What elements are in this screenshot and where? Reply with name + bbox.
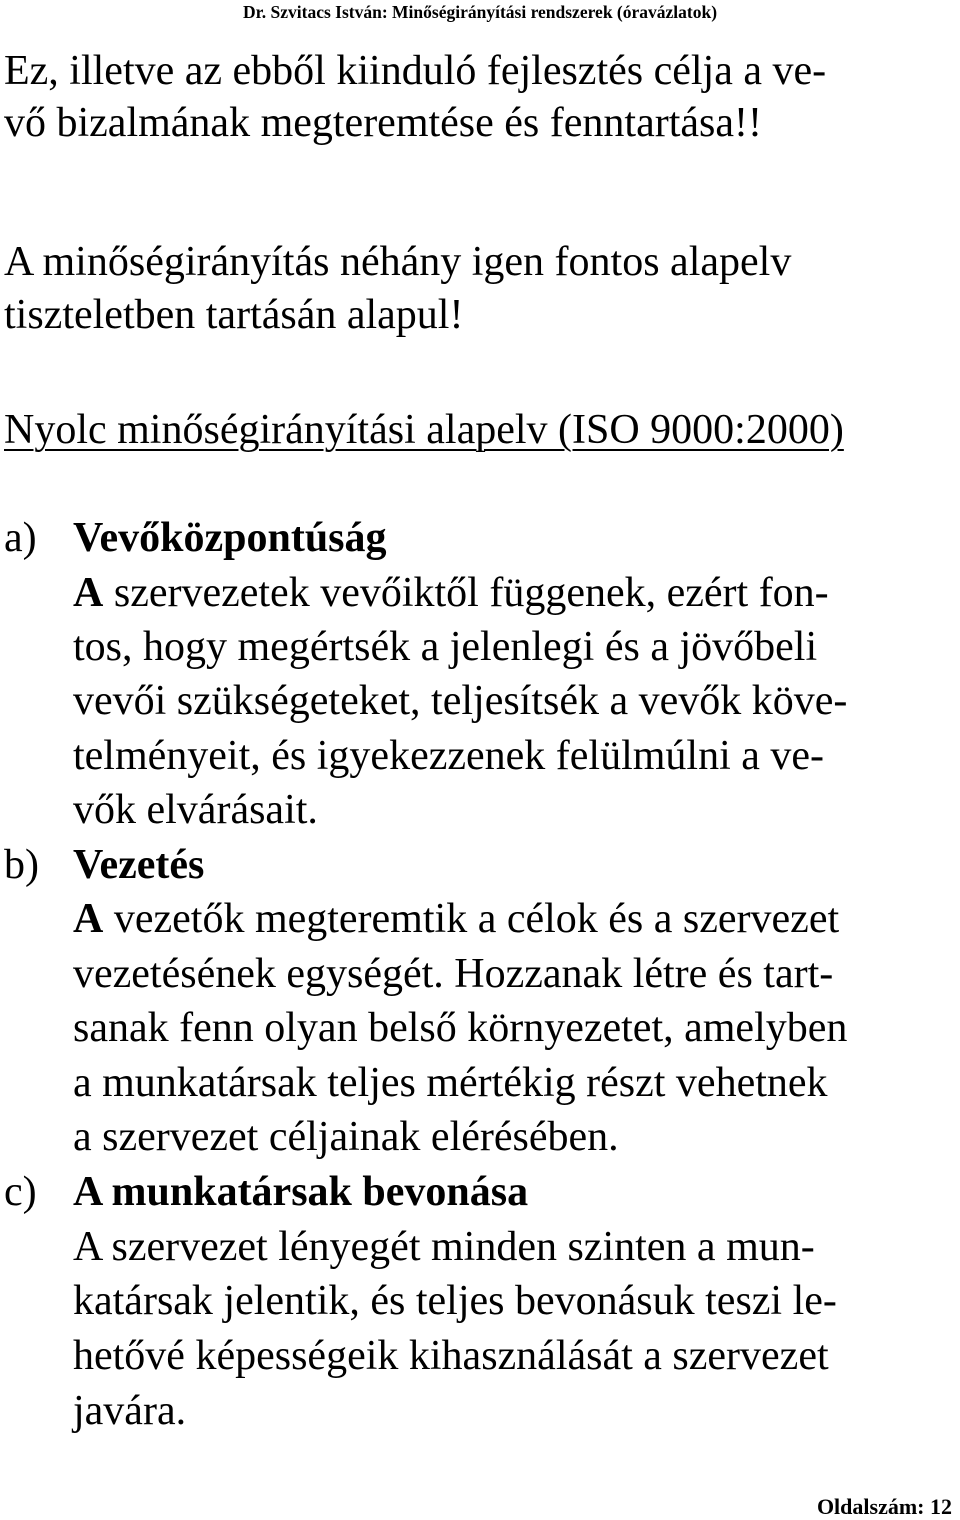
- principle-a-line3: vevői szükségeteket, teljesítsék a vevők köve-: [73, 678, 848, 724]
- principle-c-marker: c): [4, 1169, 37, 1215]
- principle-c-line2: katársak jelentik, és teljes bevonásuk teszi le-: [73, 1278, 837, 1324]
- principle-b-line4: a munkatársak teljes mértékig részt vehetnek: [73, 1060, 828, 1106]
- principle-a-line4: telményeit, és igyekezzenek felülmúlni a ve-: [73, 733, 825, 779]
- principle-c-line3: hetővé képességeik kihasználását a szervezet: [73, 1333, 829, 1379]
- principle-b-marker: b): [4, 842, 39, 888]
- page-number: Oldalszám: 12: [816, 1494, 952, 1519]
- principle-b-line5: a szervezet céljainak elérésében.: [73, 1114, 619, 1160]
- principle-a-lead: A: [73, 570, 104, 616]
- intro-para1-line2: vő bizalmának megteremtése és fenntartása!!: [4, 100, 762, 146]
- principle-a-line5: vők elvárásait.: [73, 787, 318, 833]
- section-heading: Nyolc minőségirányítási alapelv (ISO 9000:2000): [4, 407, 844, 453]
- principle-b-title: Vezetés: [73, 842, 205, 888]
- intro-para1-line1: Ez, illetve az ebből kiinduló fejlesztés célja a ve-: [4, 48, 827, 94]
- principle-a-title: Vevőközpontúság: [73, 515, 387, 561]
- principle-a-line2: tos, hogy megértsék a jelenlegi és a jövőbeli: [73, 624, 818, 670]
- principle-c-title: A munkatársak bevonása: [73, 1169, 529, 1215]
- principle-a-marker: a): [4, 515, 37, 561]
- principle-c-line1: A szervezet lényegét minden szinten a mun-: [73, 1224, 815, 1270]
- principle-b-line1: A vezetők megteremtik a célok és a szervezet: [73, 896, 840, 942]
- principle-a-line1: A szervezetek vevőiktől függenek, ezért fon-: [73, 570, 829, 616]
- intro-para2-line1: A minőségirányítás néhány igen fontos alapelv: [4, 239, 792, 285]
- intro-para2-line2: tiszteletben tartásán alapul!: [4, 292, 464, 338]
- principle-b-lead: A: [73, 896, 104, 942]
- principle-b-line2: vezetésének egységét. Hozzanak létre és tart-: [73, 951, 834, 997]
- principle-b-line3: sanak fenn olyan belső környezetet, amelyben: [73, 1005, 848, 1051]
- running-header: Dr. Szvitacs István: Minőségirányítási rendszerek (óravázlatok): [242, 2, 718, 22]
- principle-c-line4: javára.: [73, 1388, 187, 1434]
